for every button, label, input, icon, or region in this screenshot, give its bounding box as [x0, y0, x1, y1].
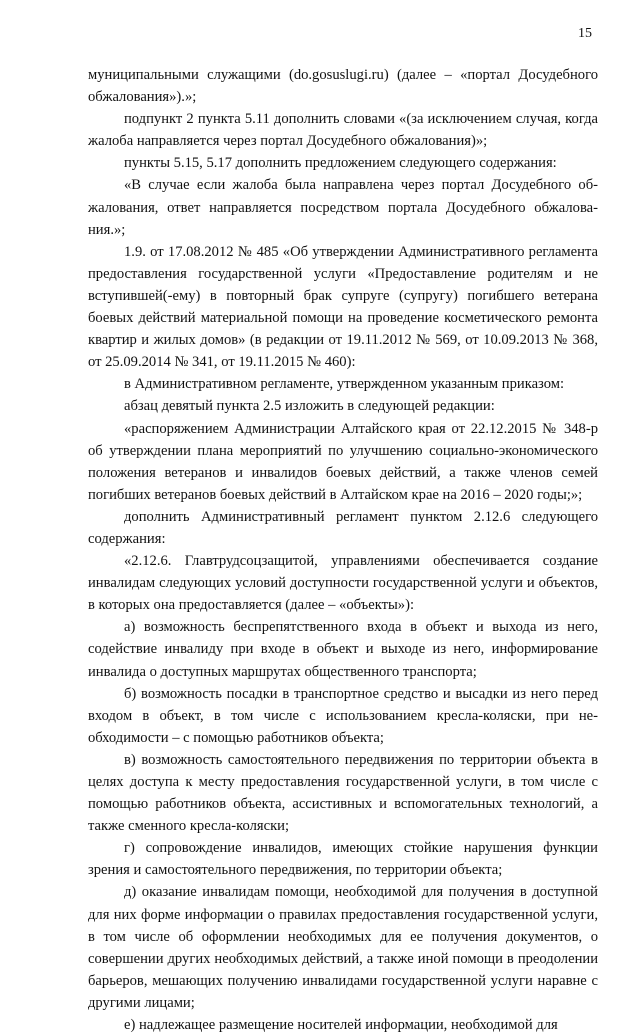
- paragraph: е) надлежащее размещение носителей информации, необходимой для: [124, 1017, 558, 1034]
- paragraph: дополнить Административный регламент пунктом 2.12.6 следующего содержания:: [88, 508, 598, 547]
- paragraph: в) возможность самостоятельного передвижения по территории объекта в целях доступа к месту предоставления государственной услуги, в том числе с помощью работников объекта, ассистивных и вспомогательных технологий, а также сменного кресла-коляски;: [88, 751, 598, 835]
- paragraph: д) оказание инвалидам помощи, необходимой для получения в доступной для них форме информации о правилах предоставления государственной услуги, в том числе об оформлении необходимых для ее получения документов, о совершении других необходимых действий, а также иной помощи в преодолении барьеров, мешающих получению инвалидами государственной услуги наравне с другими лицами;: [88, 884, 598, 1011]
- document-body: [88, 64, 598, 1036]
- paragraph: 1.9. от 17.08.2012 № 485 «Об утверждении Административного регламента предоставления государственной услуги «Предоставление родителям и не вступившей(-ему) в повторный брак супруге (супругу) погибшего ветерана боевых действий материальной помощи на проведение косметического ремонта квартир и жилых домов» (в редакции от 19.11.2012 № 569, от 10.09.2013 № 368, от 25.09.2014 № 341, от 19.11.2015 № 460):: [88, 243, 598, 371]
- paragraph: муниципальными служащими (do.gosuslugi.ru) (далее – «портал Досудебного обжалования»).»;: [88, 67, 598, 106]
- paragraph: пункты 5.15, 5.17 дополнить предложением следующего содержания:: [124, 155, 557, 172]
- paragraph: «распоряжением Администрации Алтайского края от 22.12.2015 № 348-р об утверждении плана мероприятий по улучшению социально-экономического положения ветеранов и инвалидов боевых действий, а также членов семей погибших ветеранов боевых действий в Алтайском крае на 2016 – 2020 годы;»;: [88, 420, 598, 503]
- paragraph: «В случае если жалоба была направлена через портал Досудебного обжалования, ответ направляется посредством портала Досудебного обжалования.»;: [88, 177, 598, 238]
- paragraph: в Административном регламенте, утвержденном указанным приказом:: [124, 376, 565, 393]
- paragraph: г) сопровождение инвалидов, имеющих стойкие нарушения функции зрения и самостоятельного передвижения, по территории объекта;: [88, 840, 598, 879]
- paragraph: а) возможность беспрепятственного входа в объект и выхода из него, содействие инвалиду при входе в объект и выходе из него, информирование инвалида о доступных маршрутах общественного транспорта;: [88, 619, 598, 680]
- paragraph: подпункт 2 пункта 5.11 дополнить словами «(за исключением случая, когда жалоба направляется через портал Досудебного обжалования)»;: [88, 111, 598, 150]
- paragraph: б) возможность посадки в транспортное средство и высадки из него перед входом в объект, в том числе с использованием кресла-коляски, при необходимости – с помощью работников объекта;: [88, 685, 598, 746]
- paragraph: «2.12.6. Главтрудсоцзащитой, управлениями обеспечивается создание инвалидам следующих условий доступности государственной услуги и объектов, в которых она предоставляется (далее – «объекты»):: [88, 553, 598, 614]
- paragraph: абзац девятый пункта 2.5 изложить в следующей редакции:: [124, 398, 495, 415]
- page-number: 15: [578, 26, 592, 41]
